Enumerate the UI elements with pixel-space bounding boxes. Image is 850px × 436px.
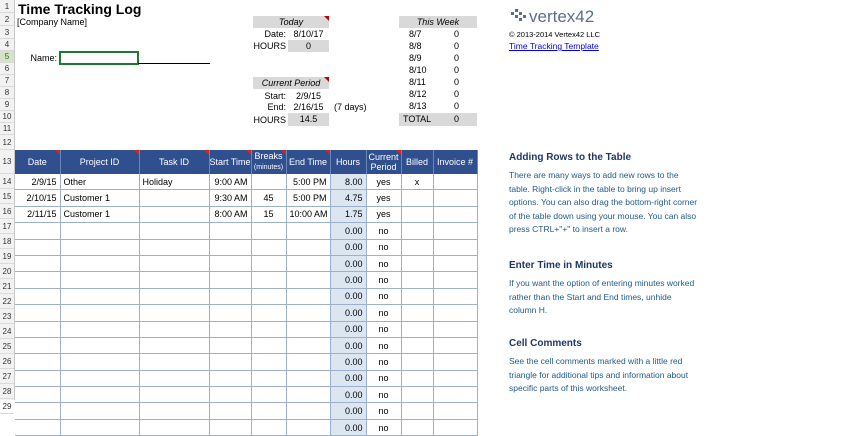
help-heading: Enter Time in Minutes <box>509 260 613 271</box>
template-link[interactable]: Time Tracking Template <box>509 41 599 51</box>
sheet-title: Time Tracking Log <box>18 1 142 17</box>
cell-hours: 4.75 <box>330 190 366 206</box>
cell-date[interactable] <box>15 403 60 419</box>
cell-billed[interactable]: x <box>401 174 433 190</box>
period-start-label: Start: <box>264 91 286 101</box>
week-date: 8/11 <box>409 77 426 87</box>
cell-hours: 0.00 <box>330 305 366 321</box>
cell-billed[interactable] <box>401 305 433 321</box>
cell-start[interactable] <box>209 403 251 419</box>
cell-current: yes <box>366 190 401 206</box>
cell-invoice[interactable] <box>433 239 477 255</box>
week-row <box>399 100 477 112</box>
col-header-breaks[interactable]: Breaks (minutes) <box>251 150 286 174</box>
period-days-note: (7 days) <box>334 102 367 112</box>
cell-current: no <box>366 403 401 419</box>
cell-hours: 0.00 <box>330 403 366 419</box>
cell-start[interactable] <box>209 223 251 239</box>
cell-task[interactable] <box>139 239 209 255</box>
cell-start[interactable]: 8:00 AM <box>209 206 251 222</box>
cell-breaks[interactable] <box>251 321 286 337</box>
week-row <box>399 40 477 52</box>
col-header-hours[interactable]: Hours <box>330 150 366 174</box>
week-value: 0 <box>453 53 459 63</box>
week-value: 0 <box>453 101 459 111</box>
cell-current: no <box>366 305 401 321</box>
cell-invoice[interactable] <box>433 288 477 304</box>
cell-billed[interactable] <box>401 223 433 239</box>
cell-project[interactable] <box>60 403 139 419</box>
cell-date[interactable] <box>15 321 60 337</box>
cell-project[interactable] <box>60 255 139 271</box>
cell-invoice[interactable] <box>433 206 477 222</box>
help-text-line: If you want the option of entering minutes worked <box>509 278 695 288</box>
cell-current: no <box>366 370 401 386</box>
cell-start[interactable] <box>209 288 251 304</box>
col-header-project[interactable]: Project ID <box>60 150 139 174</box>
cell-breaks[interactable] <box>251 288 286 304</box>
cell-billed[interactable] <box>401 337 433 353</box>
col-header-end[interactable]: End Time <box>286 150 330 174</box>
table-row <box>15 288 477 304</box>
period-hours-label: HOURS <box>253 115 286 125</box>
row-number[interactable]: 26 <box>0 354 14 369</box>
cell-current: yes <box>366 174 401 190</box>
cell-current: no <box>366 272 401 288</box>
row-number[interactable]: 19 <box>0 249 14 264</box>
cell-breaks[interactable] <box>251 255 286 271</box>
col-header-task[interactable]: Task ID <box>139 150 209 174</box>
cell-start[interactable] <box>209 387 251 403</box>
cell-end[interactable] <box>286 239 330 255</box>
week-date: 8/7 <box>409 29 422 39</box>
help-text-line: triangle for additional tips and information about <box>509 369 689 380</box>
cell-hours: 0.00 <box>330 354 366 370</box>
table-row <box>15 223 477 239</box>
cell-task[interactable] <box>139 419 209 435</box>
cell-current: no <box>366 223 401 239</box>
week-value: 0 <box>453 41 459 51</box>
cell-invoice[interactable] <box>433 255 477 271</box>
table-row <box>15 403 477 419</box>
cell-end[interactable] <box>286 337 330 353</box>
cell-task[interactable] <box>139 370 209 386</box>
cell-task[interactable] <box>139 387 209 403</box>
cell-invoice[interactable] <box>433 190 477 206</box>
cell-current: no <box>366 255 401 271</box>
cell-start[interactable] <box>209 370 251 386</box>
cell-breaks[interactable] <box>251 387 286 403</box>
cell-task[interactable]: Holiday <box>139 174 209 190</box>
today-header: Today <box>253 16 329 28</box>
col-header-current[interactable]: Current Period <box>366 150 401 174</box>
cell-date[interactable] <box>15 419 60 435</box>
row-number[interactable]: 7 <box>0 75 14 87</box>
cell-invoice[interactable] <box>433 337 477 353</box>
row-number[interactable]: 24 <box>0 324 14 339</box>
cell-invoice[interactable] <box>433 305 477 321</box>
week-total-value: 0 <box>453 114 459 124</box>
cell-project[interactable]: Customer 1 <box>60 190 139 206</box>
cell-project[interactable] <box>60 370 139 386</box>
cell-invoice[interactable] <box>433 419 477 435</box>
row-header-column <box>0 0 15 411</box>
cell-end[interactable] <box>286 272 330 288</box>
cell-breaks[interactable] <box>251 370 286 386</box>
today-date-label: Date: <box>264 29 286 39</box>
week-row <box>399 76 477 88</box>
cell-invoice[interactable] <box>433 223 477 239</box>
table-row <box>15 272 477 288</box>
cell-current: no <box>366 239 401 255</box>
row-number[interactable]: 10 <box>0 111 14 123</box>
cell-end[interactable]: 5:00 PM <box>286 190 330 206</box>
cell-project[interactable] <box>60 354 139 370</box>
cell-date[interactable]: 2/10/15 <box>15 190 60 206</box>
help-text-line: See the cell comments marked with a little red <box>509 356 683 366</box>
row-number[interactable]: 15 <box>0 189 14 204</box>
today-date-value[interactable]: 8/10/17 <box>293 29 324 39</box>
row-number[interactable]: 18 <box>0 234 14 249</box>
row-number[interactable]: 25 <box>0 339 14 354</box>
cell-billed[interactable] <box>401 239 433 255</box>
cell-hours: 8.00 <box>330 174 366 190</box>
row-number[interactable]: 16 <box>0 204 14 219</box>
cell-hours: 0.00 <box>330 419 366 435</box>
cell-task[interactable] <box>139 255 209 271</box>
cell-end[interactable] <box>286 419 330 435</box>
cell-end[interactable] <box>286 321 330 337</box>
cell-hours: 0.00 <box>330 337 366 353</box>
cell-billed[interactable] <box>401 272 433 288</box>
cell-project[interactable] <box>60 387 139 403</box>
cell-billed[interactable] <box>401 370 433 386</box>
cell-breaks[interactable] <box>251 403 286 419</box>
cell-hours: 0.00 <box>330 255 366 271</box>
cell-hours: 0.00 <box>330 370 366 386</box>
help-heading: Adding Rows to the Table <box>509 152 632 163</box>
help-text-line: There are many ways to add new rows to the <box>509 170 679 180</box>
cell-invoice[interactable] <box>433 321 477 337</box>
table-row <box>15 206 477 222</box>
cell-project[interactable] <box>60 288 139 304</box>
cell-billed[interactable] <box>401 354 433 370</box>
name-underline <box>138 63 210 64</box>
table-row <box>15 387 477 403</box>
row-number[interactable]: 3 <box>0 26 14 39</box>
cell-start[interactable] <box>209 321 251 337</box>
cell-breaks[interactable]: 45 <box>251 190 286 206</box>
week-header: This Week <box>399 16 477 28</box>
week-row <box>399 88 477 100</box>
week-row <box>399 64 477 76</box>
cell-end[interactable] <box>286 255 330 271</box>
cell-task[interactable] <box>139 305 209 321</box>
row-number[interactable]: 11 <box>0 123 14 135</box>
cell-billed[interactable] <box>401 419 433 435</box>
table-row <box>15 239 477 255</box>
table-row <box>15 321 477 337</box>
row-number[interactable]: 14 <box>0 174 14 189</box>
cell-end[interactable]: 5:00 PM <box>286 174 330 190</box>
week-row <box>399 28 477 40</box>
cell-project[interactable] <box>60 419 139 435</box>
cell-end[interactable] <box>286 223 330 239</box>
week-date: 8/10 <box>409 65 427 75</box>
cell-date[interactable]: 2/9/15 <box>15 174 60 190</box>
row-number[interactable]: 6 <box>0 63 14 75</box>
cell-date[interactable] <box>15 272 60 288</box>
week-date: 8/12 <box>409 89 427 99</box>
time-log-table <box>15 150 478 436</box>
table-row <box>15 305 477 321</box>
row-number[interactable]: 22 <box>0 294 14 309</box>
cell-breaks[interactable] <box>251 419 286 435</box>
help-text-line: options. You can also drag the bottom-right corner <box>509 197 698 207</box>
cell-task[interactable] <box>139 272 209 288</box>
cell-current: no <box>366 288 401 304</box>
svg-text:vertex42: vertex42 <box>529 7 595 26</box>
row-number[interactable]: 5 <box>0 51 14 63</box>
help-text-line: specific parts of this worksheet. <box>509 383 628 393</box>
help-text-line: table. Right-click in the table to bring up insert <box>509 183 681 194</box>
cell-end[interactable] <box>286 387 330 403</box>
week-date: 8/13 <box>409 101 427 111</box>
cell-invoice[interactable] <box>433 387 477 403</box>
cell-project[interactable] <box>60 272 139 288</box>
week-value: 0 <box>453 89 459 99</box>
row-number[interactable]: 29 <box>0 399 14 414</box>
today-hours-label: HOURS <box>253 41 286 51</box>
table-row <box>15 370 477 386</box>
cell-project[interactable] <box>60 321 139 337</box>
cell-start[interactable]: 9:30 AM <box>209 190 251 206</box>
row-number[interactable]: 21 <box>0 279 14 294</box>
cell-current: yes <box>366 206 401 222</box>
cell-current: no <box>366 354 401 370</box>
cell-date[interactable] <box>15 255 60 271</box>
help-section <box>509 338 688 396</box>
cell-hours: 0.00 <box>330 321 366 337</box>
cell-breaks[interactable] <box>251 337 286 353</box>
cell-invoice[interactable] <box>433 354 477 370</box>
cell-date[interactable] <box>15 305 60 321</box>
cell-project[interactable] <box>60 305 139 321</box>
cell-billed[interactable] <box>401 321 433 337</box>
row-number[interactable]: 4 <box>0 39 14 51</box>
cell-date[interactable] <box>15 239 60 255</box>
cell-current: no <box>366 387 401 403</box>
week-value: 0 <box>453 65 459 75</box>
cell-hours: 0.00 <box>330 288 366 304</box>
cell-hours: 0.00 <box>330 387 366 403</box>
company-name[interactable]: [Company Name] <box>17 17 88 27</box>
cell-end[interactable] <box>286 288 330 304</box>
period-start-value[interactable]: 2/9/15 <box>295 91 322 101</box>
cell-start[interactable] <box>209 272 251 288</box>
cell-end[interactable] <box>286 370 330 386</box>
cell-task[interactable] <box>139 354 209 370</box>
cell-breaks[interactable] <box>251 223 286 239</box>
help-section <box>509 260 694 318</box>
cell-project[interactable]: Customer 1 <box>60 206 139 222</box>
row-number[interactable]: 17 <box>0 219 14 234</box>
name-input[interactable] <box>59 51 139 65</box>
cell-date[interactable]: 2/11/15 <box>15 206 60 222</box>
cell-task[interactable] <box>139 206 209 222</box>
cell-start[interactable] <box>209 239 251 255</box>
cell-breaks[interactable] <box>251 174 286 190</box>
table-row <box>15 255 477 271</box>
cell-breaks[interactable] <box>251 354 286 370</box>
week-value: 0 <box>453 77 459 87</box>
help-heading: Cell Comments <box>509 338 582 349</box>
cell-task[interactable] <box>139 403 209 419</box>
cell-project[interactable] <box>60 239 139 255</box>
cell-start[interactable]: 9:00 AM <box>209 174 251 190</box>
col-header-invoice[interactable]: Invoice # <box>433 150 477 174</box>
row-number[interactable]: 28 <box>0 384 14 399</box>
cell-billed[interactable] <box>401 288 433 304</box>
cell-end[interactable] <box>286 403 330 419</box>
cell-end[interactable]: 10:00 AM <box>286 206 330 222</box>
cell-hours: 1.75 <box>330 206 366 222</box>
help-text-line: of the table down using your mouse. You can also <box>509 210 697 221</box>
row-number[interactable]: 1 <box>0 0 14 13</box>
row-number[interactable]: 12 <box>0 135 14 150</box>
cell-billed[interactable] <box>401 255 433 271</box>
cell-task[interactable] <box>139 223 209 239</box>
cell-billed[interactable] <box>401 403 433 419</box>
cell-invoice[interactable] <box>433 403 477 419</box>
cell-date[interactable] <box>15 223 60 239</box>
cell-date[interactable] <box>15 387 60 403</box>
cell-current: no <box>366 419 401 435</box>
cell-project[interactable] <box>60 337 139 353</box>
help-text-line: column H. <box>509 305 548 315</box>
cell-breaks[interactable] <box>251 305 286 321</box>
copyright-text: © 2013-2014 Vertex42 LLC <box>509 30 601 39</box>
cell-start[interactable] <box>209 419 251 435</box>
row-number[interactable]: 2 <box>0 13 14 26</box>
cell-start[interactable] <box>209 305 251 321</box>
cell-start[interactable] <box>209 354 251 370</box>
cell-date[interactable] <box>15 370 60 386</box>
cell-hours: 0.00 <box>330 239 366 255</box>
cell-hours: 0.00 <box>330 223 366 239</box>
cell-date[interactable] <box>15 288 60 304</box>
col-header-date[interactable]: Date <box>15 150 60 174</box>
cell-task[interactable] <box>139 288 209 304</box>
cell-breaks[interactable] <box>251 272 286 288</box>
table-row <box>15 190 477 206</box>
row-number[interactable]: 20 <box>0 264 14 279</box>
week-date: 8/8 <box>409 41 422 51</box>
week-rows <box>399 28 477 112</box>
help-section <box>509 152 697 237</box>
cell-task[interactable] <box>139 190 209 206</box>
col-header-start[interactable]: Start Time <box>209 150 251 174</box>
cell-project[interactable] <box>60 223 139 239</box>
table-row <box>15 419 477 435</box>
cell-current: no <box>366 337 401 353</box>
cell-invoice[interactable] <box>433 370 477 386</box>
row-number[interactable]: 23 <box>0 309 14 324</box>
name-label: Name: <box>30 53 57 63</box>
help-text-line: press CTRL+"+" to insert a row. <box>509 224 628 234</box>
period-hours-value: 14.5 <box>288 113 329 126</box>
cell-invoice[interactable] <box>433 174 477 190</box>
week-date: 8/9 <box>409 53 422 63</box>
period-header: Current Period <box>253 77 329 89</box>
cell-current: no <box>366 321 401 337</box>
cell-project[interactable]: Other <box>60 174 139 190</box>
table-row <box>15 337 477 353</box>
week-row <box>399 52 477 64</box>
period-end-label: End: <box>267 102 286 112</box>
cell-task[interactable] <box>139 337 209 353</box>
row-number[interactable]: 13 <box>0 150 14 174</box>
week-total-label: TOTAL <box>403 114 432 124</box>
today-hours-value: 0 <box>288 40 329 52</box>
cell-start[interactable] <box>209 337 251 353</box>
col-header-billed[interactable]: Billed <box>401 150 433 174</box>
cell-date[interactable] <box>15 337 60 353</box>
row-number[interactable]: 27 <box>0 369 14 384</box>
vertex42-logo <box>509 5 614 29</box>
cell-billed[interactable] <box>401 387 433 403</box>
cell-hours: 0.00 <box>330 272 366 288</box>
cell-invoice[interactable] <box>433 272 477 288</box>
table-row <box>15 174 477 190</box>
help-text-line: rather than the Start and End times, unhide <box>509 291 672 302</box>
cell-breaks[interactable]: 15 <box>251 206 286 222</box>
row-number[interactable]: 9 <box>0 99 14 111</box>
period-end-value: 2/16/15 <box>293 102 324 112</box>
cell-end[interactable] <box>286 354 330 370</box>
cell-start[interactable] <box>209 255 251 271</box>
cell-date[interactable] <box>15 354 60 370</box>
row-number[interactable]: 8 <box>0 87 14 99</box>
cell-end[interactable] <box>286 305 330 321</box>
week-value: 0 <box>453 29 459 39</box>
week-total-row <box>399 113 477 126</box>
cell-billed[interactable] <box>401 206 433 222</box>
cell-breaks[interactable] <box>251 239 286 255</box>
cell-billed[interactable] <box>401 190 433 206</box>
table-row <box>15 354 477 370</box>
cell-task[interactable] <box>139 321 209 337</box>
